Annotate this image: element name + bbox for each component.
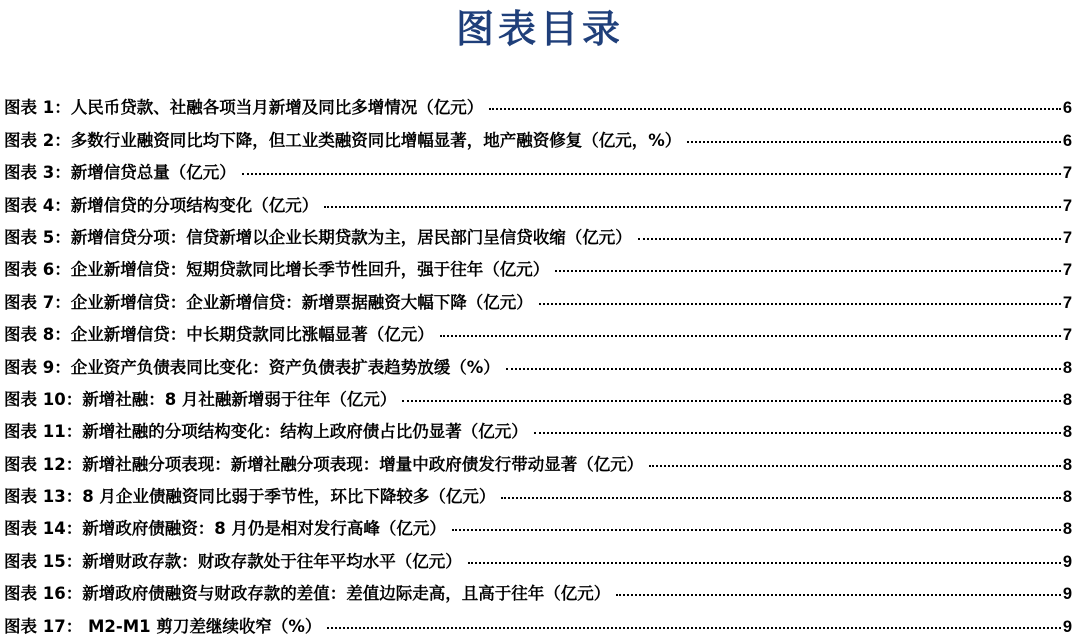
toc-entry[interactable] — [4, 123, 1072, 155]
toc-entry-page: 9 — [1062, 585, 1072, 604]
dot-leader — [489, 108, 1061, 110]
toc-entry-page: 7 — [1062, 196, 1072, 215]
dot-leader — [324, 206, 1061, 208]
toc-entry[interactable] — [4, 350, 1072, 382]
dot-leader — [638, 238, 1061, 240]
dot-leader — [440, 335, 1061, 337]
toc-entry[interactable] — [4, 221, 1072, 253]
toc-entry[interactable] — [4, 253, 1072, 285]
toc-entry-page: 9 — [1062, 552, 1072, 571]
toc-entry-page: 8 — [1062, 390, 1072, 409]
dot-leader — [539, 303, 1061, 305]
dot-leader — [649, 465, 1061, 467]
toc-entry-label: 图表 10：新增社融：8 月社融新增弱于往年（亿元） — [4, 389, 397, 409]
toc-entry[interactable] — [4, 415, 1072, 447]
dot-leader — [687, 141, 1061, 143]
toc-entry-label: 图表 14：新增政府债融资：8 月仍是相对发行高峰（亿元） — [4, 519, 446, 539]
toc-entry-label: 图表 6：企业新增信贷：短期贷款同比增长季节性回升，强于往年（亿元） — [4, 260, 550, 280]
toc-entry-label: 图表 12：新增社融分项表现：新增社融分项表现：增量中政府债发行带动显著（亿元） — [4, 454, 644, 474]
toc-entry-label: 图表 13：8 月企业债融资同比弱于季节性，环比下降较多（亿元） — [4, 487, 496, 507]
toc-entry[interactable] — [4, 480, 1072, 512]
toc-entry-page: 7 — [1062, 164, 1072, 183]
toc-entry[interactable] — [4, 285, 1072, 317]
toc-entry[interactable] — [4, 383, 1072, 415]
dot-leader — [327, 627, 1060, 629]
dot-leader — [452, 529, 1061, 531]
dot-leader — [555, 270, 1061, 272]
dot-leader — [501, 497, 1060, 499]
dot-leader — [506, 368, 1061, 370]
dot-leader — [402, 400, 1060, 402]
toc-entry[interactable] — [4, 609, 1072, 641]
toc-entry-label: 图表 9：企业资产负债表同比变化：资产负债表扩表趋势放缓（%） — [4, 357, 500, 377]
dot-leader — [468, 562, 1061, 564]
toc-entry[interactable] — [4, 156, 1072, 188]
toc-entry-page: 6 — [1062, 131, 1072, 150]
toc-entry-page: 7 — [1062, 326, 1072, 345]
toc-entry[interactable] — [4, 512, 1072, 544]
toc-entry-page: 8 — [1062, 488, 1072, 507]
dot-leader — [534, 432, 1061, 434]
dot-leader — [242, 173, 1061, 175]
toc-entry-label: 图表 11：新增社融的分项结构变化：结构上政府债占比仍显著（亿元） — [4, 422, 528, 442]
toc-entry[interactable] — [4, 447, 1072, 479]
toc-entry-label: 图表 4：新增信贷的分项结构变化（亿元） — [4, 195, 319, 215]
toc-entry-label: 图表 1：人民币贷款、社融各项当月新增及同比多增情况（亿元） — [4, 98, 484, 118]
toc-entry-page: 9 — [1062, 617, 1072, 636]
toc-entry-label: 图表 16：新增政府债融资与财政存款的差值：差值边际走高，且高于往年（亿元） — [4, 584, 611, 604]
toc-entry-label: 图表 15：新增财政存款：财政存款处于往年平均水平（亿元） — [4, 551, 462, 571]
toc-entry-page: 8 — [1062, 455, 1072, 474]
toc-entry-label: 图表 5：新增信贷分项：信贷新增以企业长期贷款为主，居民部门呈信贷收缩（亿元） — [4, 227, 632, 247]
dot-leader — [616, 594, 1061, 596]
page-title: 图表目录 — [455, 6, 624, 51]
toc-entry[interactable] — [4, 544, 1072, 576]
toc-entry[interactable] — [4, 318, 1072, 350]
toc-entry[interactable] — [4, 577, 1072, 609]
toc-entry-label: 图表 2：多数行业融资同比均下降，但工业类融资同比增幅显著，地产融资修复（亿元，%） — [4, 130, 682, 150]
toc-entry-label: 图表 17： M2-M1 剪刀差继续收窄（%） — [4, 616, 322, 636]
table-of-contents — [4, 91, 1072, 642]
toc-entry-label: 图表 3：新增信贷总量（亿元） — [4, 163, 236, 183]
toc-entry-page: 7 — [1062, 261, 1072, 280]
toc-entry-page: 7 — [1062, 293, 1072, 312]
toc-entry-page: 6 — [1062, 99, 1072, 118]
toc-entry-label: 图表 7：企业新增信贷：企业新增信贷：新增票据融资大幅下降（亿元） — [4, 292, 533, 312]
toc-entry-page: 8 — [1062, 423, 1072, 442]
toc-entry[interactable] — [4, 91, 1072, 123]
toc-entry-page: 8 — [1062, 520, 1072, 539]
toc-entry-label: 图表 8：企业新增信贷：中长期贷款同比涨幅显著（亿元） — [4, 325, 434, 345]
toc-entry-page: 7 — [1062, 228, 1072, 247]
toc-entry-page: 8 — [1062, 358, 1072, 377]
toc-entry[interactable] — [4, 188, 1072, 220]
